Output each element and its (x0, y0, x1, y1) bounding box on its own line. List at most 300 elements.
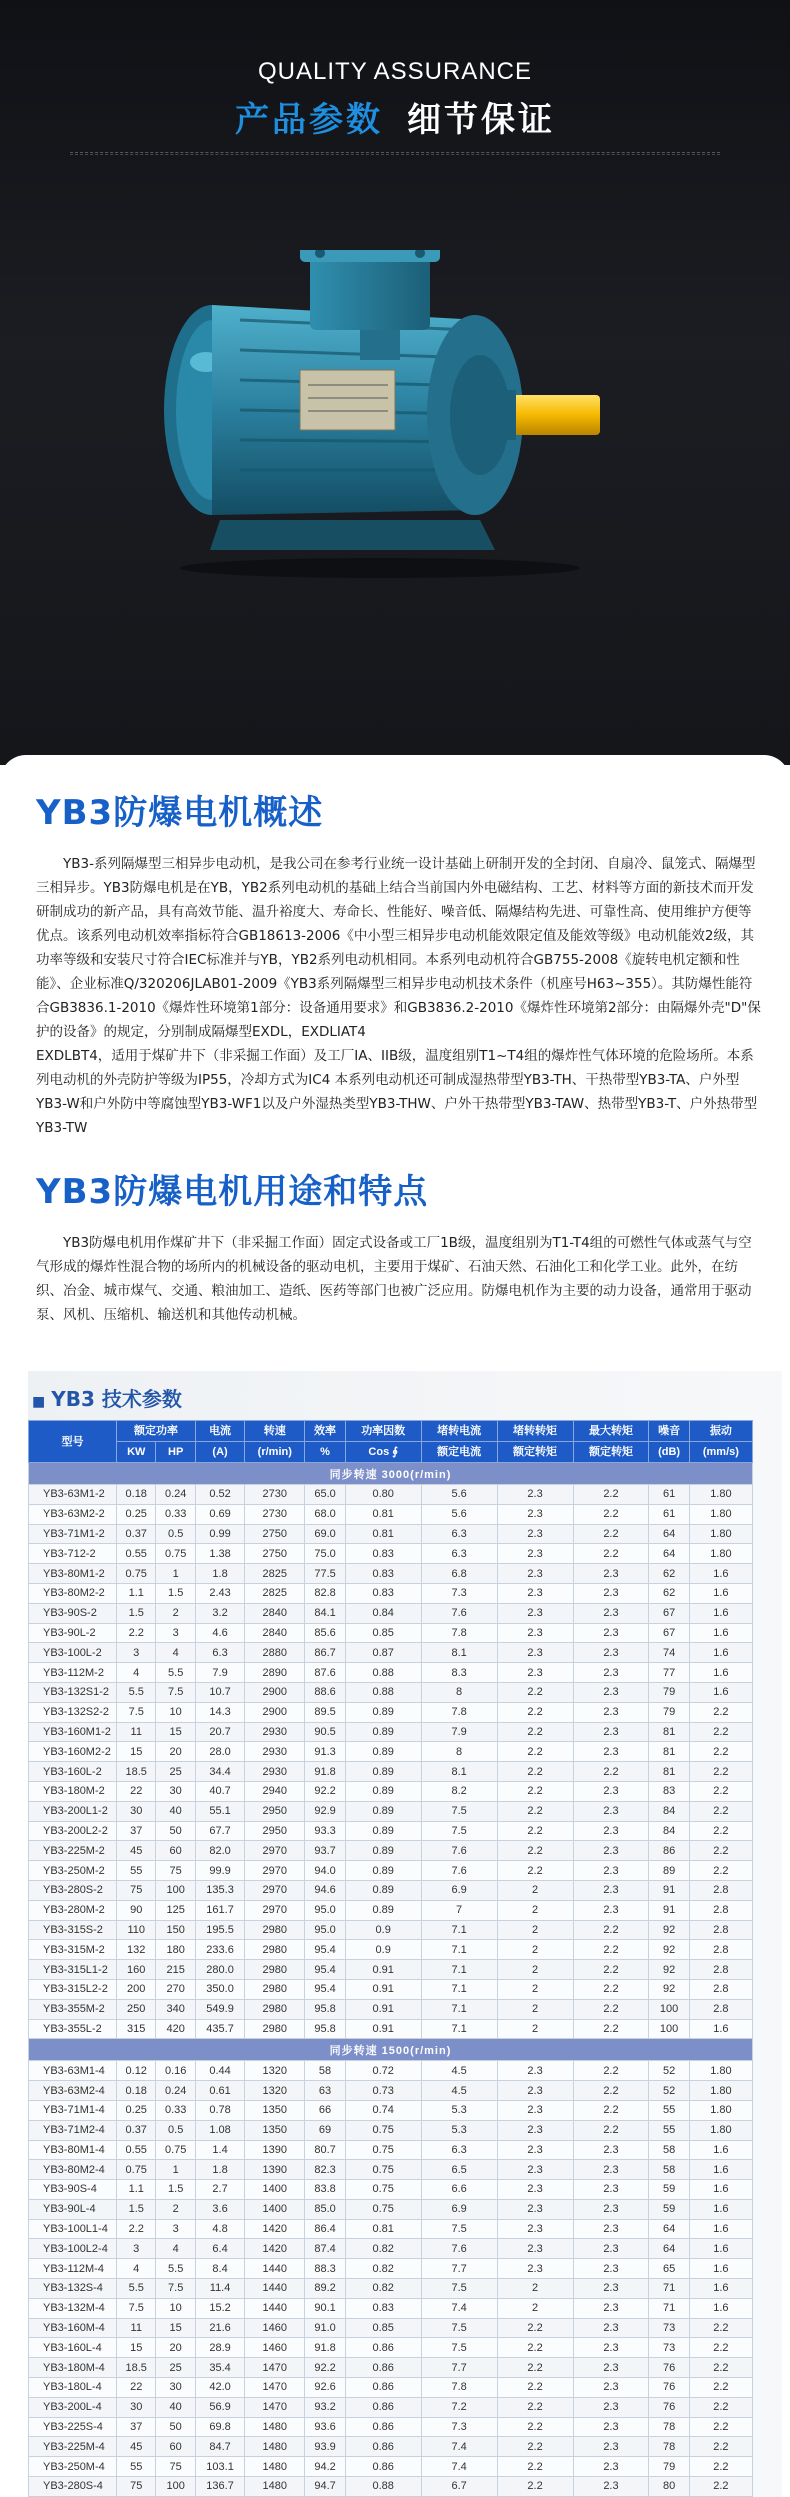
table-cell: 0.37 (117, 2120, 156, 2140)
table-cell: 2.2 (573, 1544, 649, 1564)
cell-model: YB3-112M-2 (29, 1663, 117, 1683)
table-cell: 1460 (245, 2318, 305, 2338)
table-cell: 1.5 (117, 2199, 156, 2219)
table-cell: 0.89 (345, 1861, 421, 1881)
table-cell: 2.2 (689, 2477, 752, 2497)
table-cell: 0.25 (117, 2100, 156, 2120)
table-cell: 59 (649, 2180, 689, 2200)
table-cell: 2.2 (689, 1722, 752, 1742)
table-cell: 1.80 (689, 2120, 752, 2140)
table-cell: 2.3 (497, 2140, 573, 2160)
th-rated-current: 额定电流 (421, 1442, 497, 1463)
table-cell: 35.4 (195, 2358, 244, 2378)
table-cell: 93.9 (305, 2437, 345, 2457)
table-cell: 4.5 (421, 2081, 497, 2101)
table-cell: 79 (649, 2457, 689, 2477)
table-cell: 6.9 (421, 2199, 497, 2219)
table-cell: 100 (156, 1880, 195, 1900)
table-cell: 1.6 (689, 2160, 752, 2180)
band-label: 同步转速 1500(r/min) (29, 2039, 753, 2061)
table-cell: 84 (649, 1801, 689, 1821)
table-cell: 2.3 (573, 2358, 649, 2378)
table-row (29, 1781, 753, 1801)
table-cell: 1.6 (689, 2219, 752, 2239)
table-cell: 1.6 (689, 2140, 752, 2160)
usage-title: YB3防爆电机用途和特点 (36, 1172, 429, 1212)
cell-model: YB3-112M-4 (29, 2259, 117, 2279)
table-cell: 0.83 (345, 2298, 421, 2318)
table-cell: 7.1 (421, 2019, 497, 2039)
table-cell: 2.2 (497, 2457, 573, 2477)
table-cell: 0.85 (345, 1623, 421, 1643)
table-cell: 95.4 (305, 1940, 345, 1960)
table-cell: 95.8 (305, 1999, 345, 2019)
table-cell: 0.81 (345, 2219, 421, 2239)
table-cell: 2.3 (497, 1544, 573, 1564)
table-cell: 80.7 (305, 2140, 345, 2160)
table-cell: 76 (649, 2358, 689, 2378)
table-row (29, 1663, 753, 1683)
table-cell: 2.8 (689, 1999, 752, 2019)
cell-model: YB3-180M-4 (29, 2358, 117, 2378)
table-cell: 75 (156, 2457, 195, 2477)
table-cell: 2.2 (497, 1702, 573, 1722)
table-cell: 89.2 (305, 2279, 345, 2299)
table-cell: 92 (649, 1940, 689, 1960)
table-cell: 7.5 (421, 2338, 497, 2358)
table-cell: 89.5 (305, 1702, 345, 1722)
table-cell: 2.2 (573, 2019, 649, 2039)
table-cell: 65.0 (305, 1485, 345, 1505)
table-cell: 1.6 (689, 2239, 752, 2259)
table-row (29, 2338, 753, 2358)
table-cell: 2.3 (497, 2259, 573, 2279)
table-row (29, 2061, 753, 2081)
table-cell: 2 (497, 2019, 573, 2039)
table-cell: 2.3 (573, 1623, 649, 1643)
table-cell: 77.5 (305, 1564, 345, 1584)
table-cell: 0.89 (345, 1841, 421, 1861)
table-cell: 40 (156, 2397, 195, 2417)
table-cell: 91 (649, 1880, 689, 1900)
table-row (29, 2259, 753, 2279)
cell-model: YB3-71M1-2 (29, 1524, 117, 1544)
table-cell: 2.2 (689, 1702, 752, 1722)
table-cell: 7.7 (421, 2259, 497, 2279)
table-cell: 58 (649, 2160, 689, 2180)
table-cell: 95.4 (305, 1960, 345, 1980)
table-cell: 2.2 (573, 2061, 649, 2081)
table-cell: 1.8 (195, 1564, 244, 1584)
table-cell: 89 (649, 1861, 689, 1881)
table-cell: 75 (117, 1880, 156, 1900)
table-cell: 80 (649, 2477, 689, 2497)
cell-model: YB3-160L-2 (29, 1762, 117, 1782)
overview-paragraph: YB3-系列隔爆型三相异步电动机，是我公司在参考行业统一设计基础上研制开发的全封闭、自扇冷、鼠笼式、隔爆型三相异步。YB3防爆电机是在YB，YB2系列电动机的基础上结合当前国内外电磁结构、工艺、材料等方面的新技术而开发研制成功的新产品，具有高效节能、温升裕度大、寿命长、性能好、噪音低、隔爆结构先进、可靠性高、使用维护方便等优点。该系列电动机效率指标符合GB18613-2006《中小型三相异步电动机能效限定值及能效等级》电动机能效2级，其功率等级和安装尺寸符合IEC标准并与YB，YB2系列电动机相同。本系列电动机符合GB755-2008《旋转电机定额和性能》、企业标准Q/320206JLAB01-2009《YB3系列隔爆型三相异步电动机技术条件（机座号H63~355）。其防爆性能符合GB3836.1-2010《爆炸性环境第1部分：设备通用要求》和GB3836.2-2010《爆炸性环境第2部分：由隔爆外壳"D"保护的设备》的规定，分别制成隔爆型EXDL，EXDLIAT4 (36, 856, 761, 1040)
table-cell: 84.1 (305, 1603, 345, 1623)
cell-model: YB3-100L1-4 (29, 2219, 117, 2239)
table-cell: 125 (156, 1900, 195, 1920)
table-cell: 28.9 (195, 2338, 244, 2358)
table-cell: 0.86 (345, 2378, 421, 2398)
table-cell: 2.3 (573, 2140, 649, 2160)
table-cell: 8.1 (421, 1762, 497, 1782)
cell-model: YB3-90S-4 (29, 2180, 117, 2200)
cell-model: YB3-200L2-2 (29, 1821, 117, 1841)
table-cell: 2950 (245, 1821, 305, 1841)
table-cell: 2940 (245, 1781, 305, 1801)
table-cell: 10.7 (195, 1682, 244, 1702)
table-cell: 86 (649, 1841, 689, 1861)
table-cell: 0.91 (345, 1999, 421, 2019)
th-vibration: 振动 (689, 1421, 752, 1442)
table-cell: 64 (649, 1524, 689, 1544)
cell-model: YB3-100L2-4 (29, 2239, 117, 2259)
th-power: 额定功率 (117, 1421, 196, 1442)
table-row (29, 2199, 753, 2219)
table-cell: 2.2 (689, 1742, 752, 1762)
table-cell: 2.2 (497, 1762, 573, 1782)
table-cell: 2.2 (497, 1742, 573, 1762)
table-cell: 78 (649, 2417, 689, 2437)
table-cell: 25 (156, 2358, 195, 2378)
table-cell: 92.2 (305, 1781, 345, 1801)
cell-model: YB3-712-2 (29, 1544, 117, 1564)
hero-title-en: QUALITY ASSURANCE (258, 58, 532, 85)
table-cell: 84 (649, 1821, 689, 1841)
table-cell: 2.8 (689, 1880, 752, 1900)
th-locked-current: 堵转电流 (421, 1421, 497, 1442)
cell-model: YB3-225M-2 (29, 1841, 117, 1861)
table-cell: 132 (117, 1940, 156, 1960)
cell-model: YB3-315L1-2 (29, 1960, 117, 1980)
table-cell: 45 (117, 1841, 156, 1861)
table-cell: 0.83 (345, 1564, 421, 1584)
table-cell: 7.5 (117, 2298, 156, 2318)
table-cell: 2.2 (689, 1762, 752, 1782)
table-cell: 0.12 (117, 2061, 156, 2081)
table-cell: 0.52 (195, 1485, 244, 1505)
table-cell: 92.9 (305, 1801, 345, 1821)
table-cell: 18.5 (117, 1762, 156, 1782)
table-cell: 2930 (245, 1742, 305, 1762)
table-cell: 2.2 (573, 1960, 649, 1980)
table-cell: 7.4 (421, 2457, 497, 2477)
table-cell: 58 (649, 2140, 689, 2160)
table-cell: 1480 (245, 2457, 305, 2477)
table-cell: 75.0 (305, 1544, 345, 1564)
table-cell: 3 (117, 1643, 156, 1663)
th-kw: KW (117, 1442, 156, 1463)
table-cell: 7.5 (421, 2318, 497, 2338)
table-cell: 2.3 (497, 1485, 573, 1505)
table-cell: 6.3 (421, 1544, 497, 1564)
cell-model: YB3-280S-4 (29, 2477, 117, 2497)
table-row (29, 2140, 753, 2160)
table-cell: 7.5 (117, 1702, 156, 1722)
table-cell: 95.8 (305, 2019, 345, 2039)
table-cell: 58 (305, 2061, 345, 2081)
cell-model: YB3-63M1-2 (29, 1485, 117, 1505)
table-cell: 195.5 (195, 1920, 244, 1940)
table-cell: 1480 (245, 2417, 305, 2437)
table-cell: 81 (649, 1722, 689, 1742)
table-cell: 92 (649, 1960, 689, 1980)
table-cell: 59 (649, 2199, 689, 2219)
table-cell: 2.3 (573, 2318, 649, 2338)
cell-model: YB3-90S-2 (29, 1603, 117, 1623)
table-cell: 15 (156, 2318, 195, 2338)
table-cell: 7.6 (421, 1603, 497, 1623)
table-row (29, 1603, 753, 1623)
table-cell: 62 (649, 1583, 689, 1603)
table-row (29, 1880, 753, 1900)
table-cell: 7.1 (421, 1979, 497, 1999)
cell-model: YB3-355M-2 (29, 1999, 117, 2019)
table-cell: 37 (117, 2417, 156, 2437)
table-row (29, 2477, 753, 2497)
table-cell: 4 (117, 1663, 156, 1683)
table-cell: 0.75 (345, 2180, 421, 2200)
th-mms: (mm/s) (689, 1442, 752, 1463)
table-cell: 2.2 (497, 1781, 573, 1801)
cell-model: YB3-132M-4 (29, 2298, 117, 2318)
table-cell: 2 (156, 2199, 195, 2219)
table-cell: 2 (497, 1999, 573, 2019)
table-cell: 1.6 (689, 1643, 752, 1663)
table-cell: 2.3 (497, 1564, 573, 1584)
table-cell: 2 (497, 1900, 573, 1920)
table-cell: 2.3 (497, 1504, 573, 1524)
table-cell: 1.6 (689, 2180, 752, 2200)
table-cell: 1480 (245, 2477, 305, 2497)
table-cell: 42.0 (195, 2378, 244, 2398)
table-cell: 4.6 (195, 1623, 244, 1643)
th-hp: HP (156, 1442, 195, 1463)
table-cell: 6.3 (195, 1643, 244, 1663)
table-cell: 2980 (245, 1920, 305, 1940)
table-cell: 86.7 (305, 1643, 345, 1663)
bullet-icon: ■ (32, 1394, 46, 1410)
table-cell: 0.75 (156, 1544, 195, 1564)
table-cell: 37 (117, 1821, 156, 1841)
table-cell: 7.1 (421, 1920, 497, 1940)
th-speed: 转速 (245, 1421, 305, 1442)
table-cell: 0.81 (345, 1524, 421, 1544)
table-cell: 2730 (245, 1485, 305, 1505)
table-cell: 1.8 (195, 2160, 244, 2180)
table-cell: 67.7 (195, 1821, 244, 1841)
cell-model: YB3-132S2-2 (29, 1702, 117, 1722)
table-cell: 2.2 (497, 2318, 573, 2338)
table-cell: 2.2 (689, 1781, 752, 1801)
table-cell: 93.2 (305, 2397, 345, 2417)
table-cell: 2.3 (573, 2199, 649, 2219)
table-cell: 7.1 (421, 1960, 497, 1980)
table-cell: 1440 (245, 2279, 305, 2299)
table-cell: 1.6 (689, 1603, 752, 1623)
overview-paragraph-2: EXDLBT4，适用于煤矿井下（非采掘工作面）及工厂IA、IIB级，温度组别T1~T4组的爆炸性气体环境的危险场所。本系列电动机的外壳防护等级为IP55，冷却方式为IC4 本系列电动机还可制成湿热带型YB3-TH、干热带型YB3-TA、户外型YB3-W和户外防中等腐蚀型YB3-WF1以及户外湿热类型YB3-THW、户外干热带型YB3-TAW、热带型YB3-T、户外热带型YB3-TW (36, 1048, 758, 1136)
cell-model: YB3-160M1-2 (29, 1722, 117, 1742)
table-cell: 2.3 (573, 2160, 649, 2180)
table-row (29, 1801, 753, 1821)
table-cell: 83 (649, 1781, 689, 1801)
table-cell: 1.1 (117, 2180, 156, 2200)
table-cell: 2.3 (573, 2457, 649, 2477)
table-cell: 7.6 (421, 2239, 497, 2259)
table-cell: 2980 (245, 1960, 305, 1980)
table-cell: 7.4 (421, 2298, 497, 2318)
table-cell: 0.75 (117, 1564, 156, 1584)
table-cell: 2750 (245, 1524, 305, 1544)
cell-model: YB3-160M2-2 (29, 1742, 117, 1762)
table-cell: 2.3 (573, 1643, 649, 1663)
table-cell: 150 (156, 1920, 195, 1940)
table-cell: 2.3 (497, 1603, 573, 1623)
table-cell: 2.3 (573, 1603, 649, 1623)
table-cell: 2.2 (573, 2120, 649, 2140)
table-cell: 1320 (245, 2081, 305, 2101)
table-cell: 1.6 (689, 1583, 752, 1603)
th-efficiency: 效率 (305, 1421, 345, 1442)
overview-title: YB3防爆电机概述 (36, 793, 324, 833)
table-cell: 2.3 (497, 2199, 573, 2219)
table-cell: 5.3 (421, 2100, 497, 2120)
table-cell: 50 (156, 2417, 195, 2437)
table-cell: 2930 (245, 1762, 305, 1782)
table-cell: 66 (305, 2100, 345, 2120)
table-cell: 0.16 (156, 2061, 195, 2081)
table-row (29, 1960, 753, 1980)
th-rated-torque: 额定转矩 (497, 1442, 573, 1463)
table-cell: 0.37 (117, 1524, 156, 1544)
table-cell: 0.83 (345, 1544, 421, 1564)
table-cell: 1.80 (689, 1524, 752, 1544)
table-cell: 86.4 (305, 2219, 345, 2239)
cell-model: YB3-80M2-4 (29, 2160, 117, 2180)
table-cell: 2.2 (573, 1524, 649, 1544)
table-cell: 1390 (245, 2140, 305, 2160)
table-row (29, 2219, 753, 2239)
table-cell: 8 (421, 1682, 497, 1702)
th-model: 型号 (29, 1421, 117, 1463)
table-cell: 71 (649, 2279, 689, 2299)
table-cell: 71 (649, 2298, 689, 2318)
table-cell: 7.8 (421, 1623, 497, 1643)
cell-model: YB3-315S-2 (29, 1920, 117, 1940)
table-cell: 83.8 (305, 2180, 345, 2200)
th-cos: Cos ∮ (345, 1442, 421, 1463)
table-cell: 3 (117, 2239, 156, 2259)
table-cell: 61 (649, 1485, 689, 1505)
table-cell: 2.3 (573, 2279, 649, 2299)
table-row (29, 2160, 753, 2180)
table-cell: 100 (649, 1999, 689, 2019)
th-rmin: (r/min) (245, 1442, 305, 1463)
table-cell: 2.3 (497, 2100, 573, 2120)
table-cell: 87.4 (305, 2239, 345, 2259)
spec-table-body (29, 1463, 753, 2497)
table-cell: 5.5 (117, 2279, 156, 2299)
table-cell: 2.3 (573, 2239, 649, 2259)
table-cell: 2.3 (497, 1623, 573, 1643)
table-cell: 90.1 (305, 2298, 345, 2318)
table-cell: 6.9 (421, 1880, 497, 1900)
table-cell: 76 (649, 2397, 689, 2417)
hero-divider (70, 152, 720, 155)
table-cell: 3 (156, 2219, 195, 2239)
table-cell: 1.38 (195, 1544, 244, 1564)
table-cell: 1.6 (689, 1663, 752, 1683)
table-cell: 2.8 (689, 1900, 752, 1920)
table-row (29, 1841, 753, 1861)
table-subheader-row (29, 1442, 753, 1463)
table-cell: 0.9 (345, 1940, 421, 1960)
table-cell: 7.5 (421, 1801, 497, 1821)
table-cell: 2.2 (497, 1682, 573, 1702)
cell-model: YB3-250M-4 (29, 2457, 117, 2477)
table-cell: 7.1 (421, 1940, 497, 1960)
table-cell: 0.89 (345, 1702, 421, 1722)
cell-model: YB3-80M1-4 (29, 2140, 117, 2160)
table-cell: 2.3 (573, 1781, 649, 1801)
table-cell: 2.3 (573, 2259, 649, 2279)
table-cell: 2.3 (497, 2160, 573, 2180)
table-cell: 2840 (245, 1603, 305, 1623)
table-cell: 0.18 (117, 1485, 156, 1505)
table-cell: 270 (156, 1979, 195, 1999)
table-cell: 88.6 (305, 1682, 345, 1702)
table-cell: 0.25 (117, 1504, 156, 1524)
cell-model: YB3-71M1-4 (29, 2100, 117, 2120)
th-pct: % (305, 1442, 345, 1463)
table-cell: 91.8 (305, 1762, 345, 1782)
table-row (29, 1682, 753, 1702)
table-cell: 73 (649, 2318, 689, 2338)
table-cell: 75 (156, 1861, 195, 1881)
table-row (29, 1762, 753, 1782)
table-cell: 91 (649, 1900, 689, 1920)
table-cell: 5.6 (421, 1485, 497, 1505)
cell-model: YB3-180L-4 (29, 2378, 117, 2398)
table-cell: 1.5 (117, 1603, 156, 1623)
table-cell: 1.6 (689, 2279, 752, 2299)
table-cell: 0.89 (345, 1801, 421, 1821)
table-row (29, 2019, 753, 2039)
table-row (29, 1861, 753, 1881)
table-cell: 2.3 (573, 1564, 649, 1584)
table-cell: 94.2 (305, 2457, 345, 2477)
table-cell: 2.3 (573, 1663, 649, 1683)
table-cell: 2.2 (573, 1999, 649, 2019)
table-cell: 0.84 (345, 1603, 421, 1623)
table-cell: 135.3 (195, 1880, 244, 1900)
table-cell: 40 (156, 1801, 195, 1821)
table-cell: 2825 (245, 1583, 305, 1603)
table-cell: 1420 (245, 2239, 305, 2259)
table-cell: 2.2 (689, 1861, 752, 1881)
usage-paragraph: YB3防爆电机用作煤矿井下（非采掘工作面）固定式设备或工厂1B级，温度组别为T1-T4组的可燃性气体或蒸气与空气形成的爆炸性混合物的场所内的机械设备的驱动电机，主要用于煤矿、石油天然、石油化工和化学工业。此外，在纺织、冶金、城市煤气、交通、粮油加工、造纸、医药等部门也被广泛应用。防爆电机作为主要的动力设备，通常用于驱动泵、风机、压缩机、输送机和其他传动机械。 (36, 1235, 752, 1323)
cell-model: YB3-132S-4 (29, 2279, 117, 2299)
table-cell: 2.3 (573, 1702, 649, 1722)
table-cell: 2.2 (573, 2081, 649, 2101)
table-cell: 0.24 (156, 2081, 195, 2101)
table-cell: 0.5 (156, 1524, 195, 1544)
table-cell: 3 (156, 1623, 195, 1643)
table-cell: 1 (156, 2160, 195, 2180)
table-row (29, 2318, 753, 2338)
table-cell: 82.0 (195, 1841, 244, 1861)
